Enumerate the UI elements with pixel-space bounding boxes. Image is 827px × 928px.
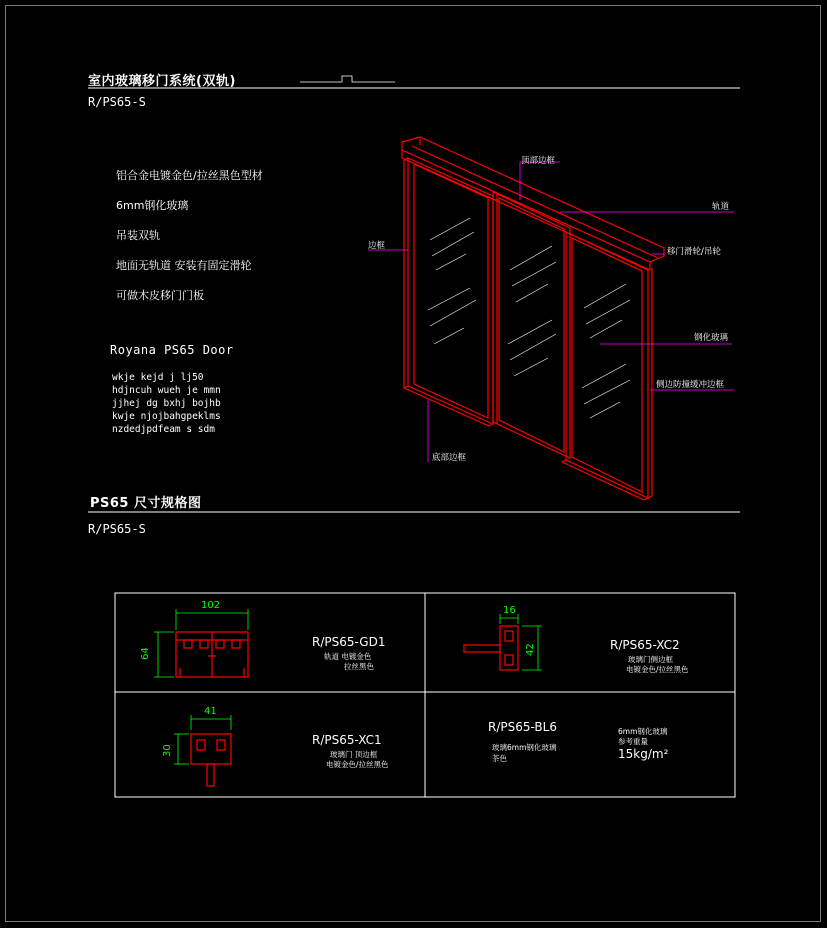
profile-xc2-line-1: 玻璃门侧边框: [628, 655, 673, 664]
brand-line-4: kwje njojbahgpeklms: [112, 411, 221, 422]
feature-item-2: 6mm钢化玻璃: [116, 199, 189, 212]
profile-bl6-glass-label: 6mm钢化玻璃: [618, 727, 668, 736]
brand-line-3: jjhej dg bxhj bojhb: [112, 398, 221, 409]
profile-gd1-drawing: [176, 632, 248, 677]
callout-hanger: 移门滑轮/吊轮: [667, 247, 721, 257]
profile-xc1-line-1: 玻璃门 顶边框: [330, 750, 378, 759]
brand-line-2: hdjncuh wueh je mmn: [112, 385, 221, 396]
profile-bl6-line-1: 玻璃6mm钢化玻璃: [492, 743, 557, 752]
spec-section-code: R/PS65-S: [88, 522, 146, 536]
callout-side-frame: 边框: [368, 241, 386, 251]
profile-xc1-drawing: [191, 734, 231, 786]
callout-top-frame: 顶部边框: [521, 156, 556, 166]
spec-section-title: PS65 尺寸规格图: [90, 496, 202, 511]
profile-gd1-code: R/PS65-GD1: [312, 635, 386, 649]
brand-name: Royana PS65 Door: [110, 343, 234, 357]
profile-xc2-drawing: [464, 626, 518, 670]
header-code: R/PS65-S: [88, 95, 146, 109]
page-title: 室内玻璃移门系统(双轨): [88, 74, 236, 89]
dim-xc2-height: 42: [525, 643, 536, 656]
callout-track: 轨道: [712, 202, 730, 212]
dim-xc2-width: 16: [503, 605, 516, 616]
dim-xc1-height: 30: [162, 744, 173, 757]
profile-bl6-code: R/PS65-BL6: [488, 720, 557, 734]
profile-gd1-line-1: 轨道 电镀金色: [324, 652, 372, 661]
callout-buffer: 侧边防撞缓冲边框: [656, 380, 725, 390]
profile-xc1-line-2: 电镀金色/拉丝黑色: [326, 760, 389, 769]
profile-bl6-weight-label: 参考重量: [618, 737, 648, 746]
profile-xc2-code: R/PS65-XC2: [610, 638, 680, 652]
dim-gd1-width: 102: [201, 600, 221, 611]
profile-bl6-weight: 15kg/m²: [618, 747, 669, 761]
feature-item-4: 地面无轨道 安装有固定滑轮: [116, 259, 252, 272]
brand-line-5: nzdedjpdfeam s sdm: [112, 424, 215, 435]
profile-gd1-line-2: 拉丝黑色: [344, 662, 374, 671]
callout-glass: 钢化玻璃: [694, 333, 729, 343]
feature-item-3: 吊装双轨: [116, 229, 160, 242]
dim-gd1-height: 64: [140, 647, 151, 660]
profile-xc2-line-2: 电镀金色/拉丝黑色: [626, 665, 689, 674]
profile-xc1-code: R/PS65-XC1: [312, 733, 382, 747]
feature-item-1: 铝合金电镀金色/拉丝黑色型材: [116, 169, 263, 182]
brand-line-1: wkje kejd j lj50: [112, 372, 204, 383]
profile-bl6-line-2: 茶色: [492, 754, 507, 763]
dim-xc1-width: 41: [204, 706, 217, 717]
callout-bottom-frame: 底部边框: [432, 453, 467, 463]
feature-item-5: 可做木皮移门门板: [116, 289, 204, 302]
